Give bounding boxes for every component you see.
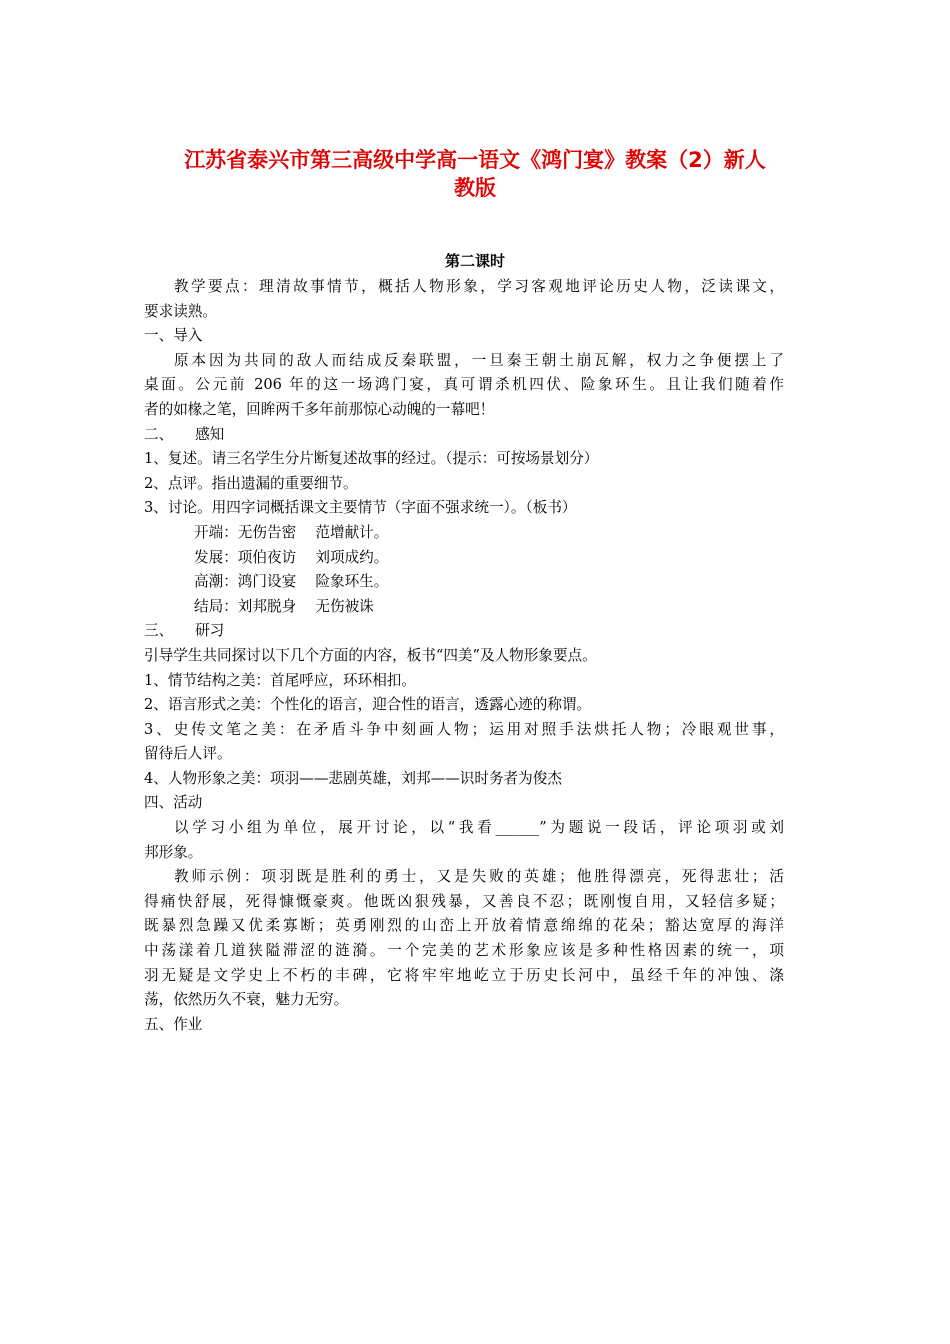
- list-item: 1、情节结构之美：首尾呼应，环环相扣。: [144, 671, 416, 689]
- list-item-continued: 留待后人评。: [144, 745, 232, 763]
- document-title: [130, 146, 820, 202]
- list-item: 1、复述。请三名学生分片断复述故事的经过。（提示：可按场景划分）: [144, 450, 599, 468]
- paragraph-line: 教学要点：理清故事情节，概括人物形象，学习客观地评论历史人物，泛读课文，: [174, 278, 784, 295]
- paragraph-line: 者的如椽之笔，回眸两千多年前那惊心动魄的一幕吧！: [144, 400, 495, 418]
- lesson-subtitle: 第二课时: [444, 252, 505, 270]
- paragraph-line: 教师示例：项羽既是胜利的勇士，又是失败的英雄；他胜得漂亮，死得悲壮；活: [174, 868, 784, 886]
- section-heading: 三、 研习: [144, 622, 225, 640]
- paragraph-line: 中荡漾着几道狭隘滞涩的涟漪。一个完美的艺术形象应该是多种性格因素的统一，项: [144, 942, 784, 960]
- section-heading: 四、活动: [144, 794, 203, 812]
- paragraph-line: 羽无疑是文学史上不朽的丰碑，它将牢牢地屹立于历史长河中，虽经千年的冲蚀、涤: [144, 966, 784, 984]
- list-item: 2、语言形式之美：个性化的语言，迎合性的语言，透露心迹的称谓。: [144, 696, 592, 714]
- paragraph-line: 得痛快舒展，死得慷慨豪爽。他既凶狠残暴，又善良不忍；既刚愎自用，又轻信多疑；: [144, 892, 784, 910]
- list-item: 3、史传文笔之美：在矛盾斗争中刻画人物；运用对照手法烘托人物；冷眼观世事，: [144, 720, 784, 738]
- paragraph-line: 以学习小组为单位，展开讨论，以“我看______”为题说一段话，评论项羽或刘: [174, 819, 784, 837]
- plot-stage: 结局：刘邦脱身 无伤被诛: [194, 597, 374, 615]
- title-line-2: 教版: [454, 176, 496, 200]
- plot-stage: 开端：无伤告密 范增献计。: [194, 523, 389, 541]
- list-item: 4、人物形象之美：项羽——悲剧英雄，刘邦——识时务者为俊杰: [144, 769, 562, 787]
- section-heading: 二、 感知: [144, 425, 225, 443]
- paragraph-line: 既暴烈急躁又优柔寡断；英勇刚烈的山峦上开放着情意绵绵的花朵；豁达宽厚的海洋: [144, 917, 784, 935]
- list-item: 3、讨论。用四字词概括课文主要情节（字面不强求统一）。（板书）: [144, 499, 577, 517]
- plot-stage: 发展：项伯夜访 刘项成约。: [194, 548, 389, 566]
- paragraph-line: 桌面。公元前 206 年的这一场鸿门宴，真可谓杀机四伏、险象环生。且让我们随着作: [144, 376, 784, 394]
- paragraph-line: 要求读熟。: [144, 302, 217, 320]
- paragraph-line: 荡，依然历久不衰，魅力无穷。: [144, 991, 349, 1009]
- plot-stage: 高潮：鸿门设宴 险象环生。: [194, 573, 389, 591]
- paragraph-line: 原本因为共同的敌人而结成反秦联盟，一旦秦王朝土崩瓦解，权力之争便摆上了: [174, 351, 784, 369]
- document-body: [144, 275, 784, 1037]
- section-heading: 一、导入: [144, 327, 203, 345]
- paragraph-line: 邦形象。: [144, 843, 203, 861]
- title-line-1: 江苏省泰兴市第三高级中学高一语文《鸿门宴》教案（2）新人: [184, 148, 766, 172]
- paragraph-line: 引导学生共同探讨以下几个方面的内容，板书“四美”及人物形象要点。: [144, 646, 597, 664]
- list-item: 2、点评。指出遗漏的重要细节。: [144, 474, 358, 492]
- section-heading: 五、作业: [144, 1015, 203, 1033]
